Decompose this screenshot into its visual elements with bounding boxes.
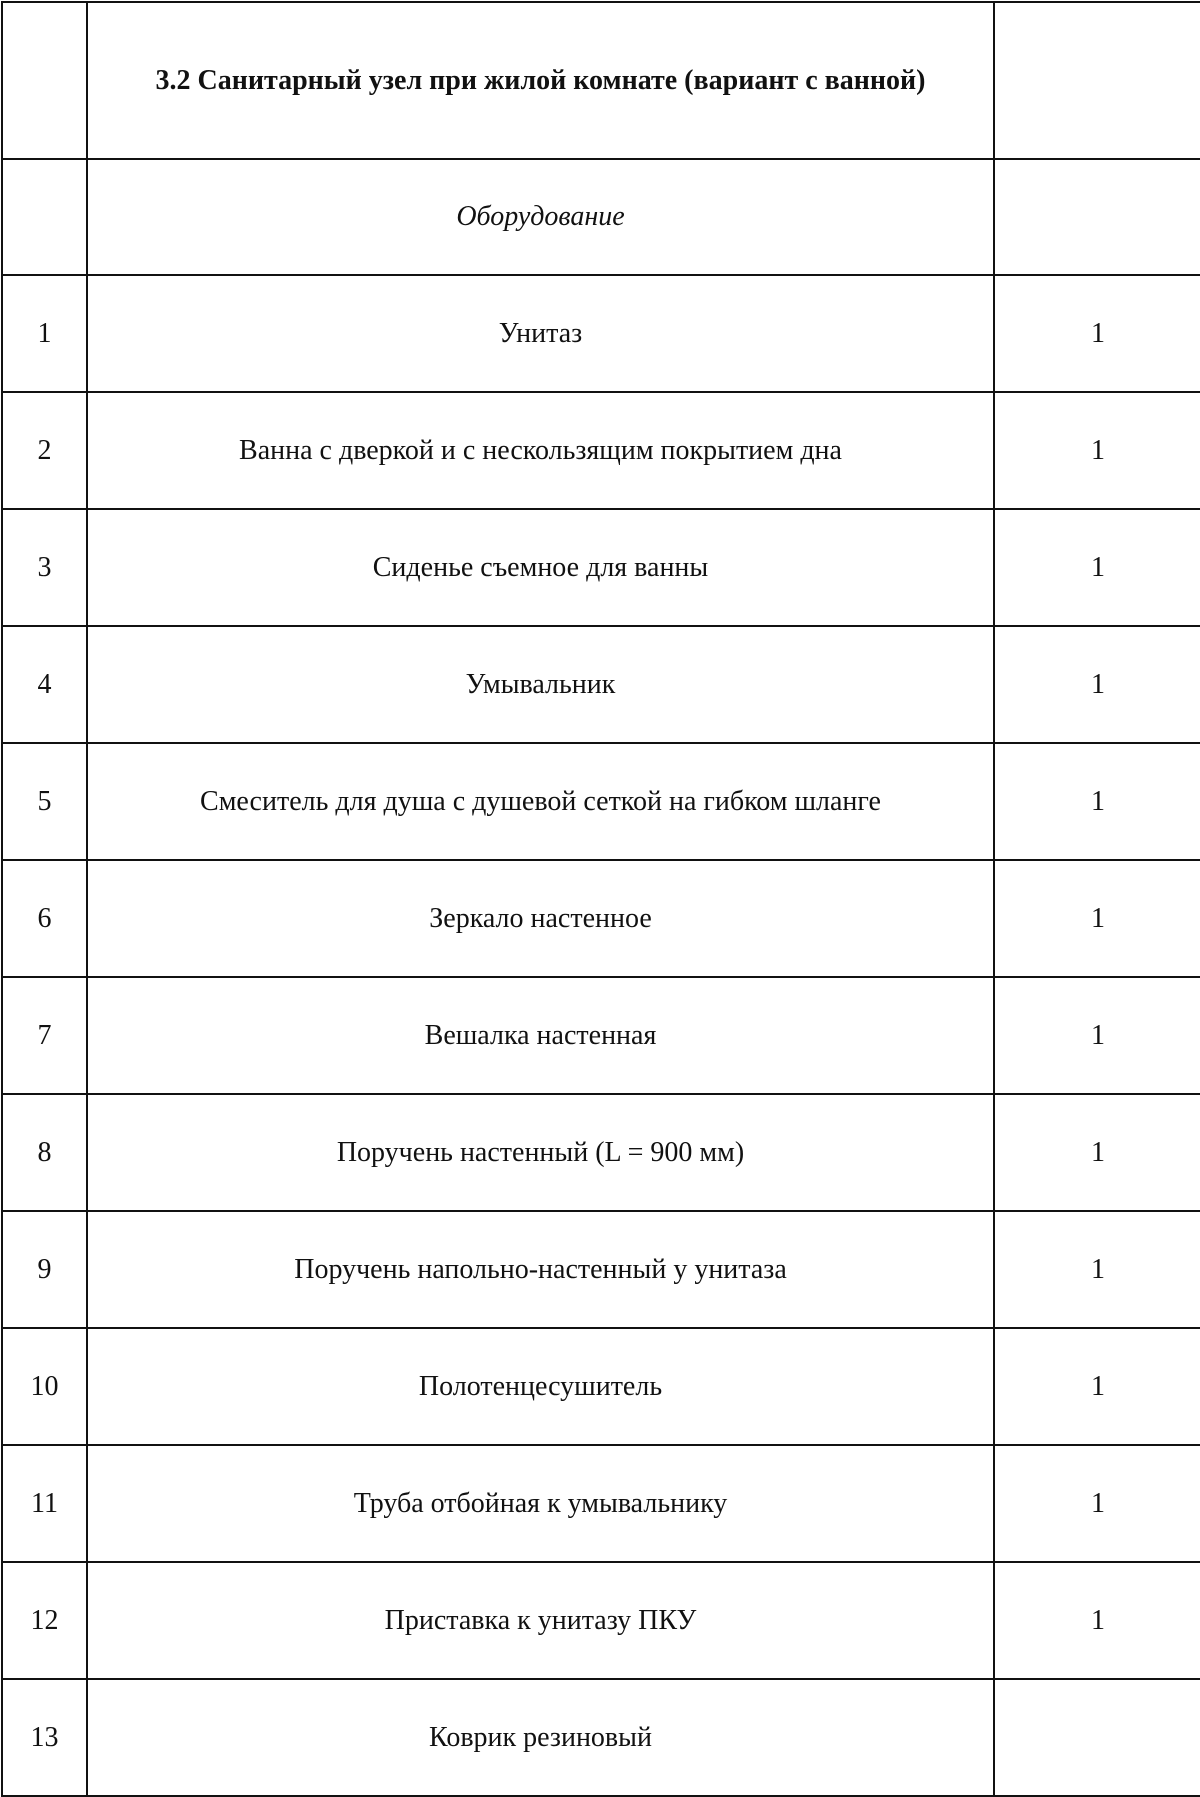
table-row	[2, 977, 1200, 1094]
row-number: 6	[2, 860, 87, 977]
row-number: 1	[2, 275, 87, 392]
equipment-table	[1, 1, 1200, 1797]
item-quantity: 1	[994, 977, 1200, 1094]
item-quantity: 1	[994, 392, 1200, 509]
title-num-cell	[2, 2, 87, 159]
table-row	[2, 1679, 1200, 1796]
row-number: 7	[2, 977, 87, 1094]
item-quantity: 1	[994, 1211, 1200, 1328]
item-name: Ванна с дверкой и с нескользящим покрытием дна	[87, 392, 994, 509]
table-row	[2, 1562, 1200, 1679]
table-row	[2, 509, 1200, 626]
table-row	[2, 626, 1200, 743]
section-heading: Оборудование	[87, 159, 994, 275]
table-row	[2, 1211, 1200, 1328]
table-row	[2, 275, 1200, 392]
row-number: 8	[2, 1094, 87, 1211]
item-name: Сиденье съемное для ванны	[87, 509, 994, 626]
item-quantity: 1	[994, 743, 1200, 860]
item-quantity: 1	[994, 1445, 1200, 1562]
item-quantity: 1	[994, 1328, 1200, 1445]
item-name: Полотенцесушитель	[87, 1328, 994, 1445]
section-qty-cell	[994, 159, 1200, 275]
table-row	[2, 392, 1200, 509]
row-number: 5	[2, 743, 87, 860]
table-row	[2, 1328, 1200, 1445]
item-quantity: 1	[994, 1562, 1200, 1679]
item-name: Умывальник	[87, 626, 994, 743]
item-name: Поручень настенный (L = 900 мм)	[87, 1094, 994, 1211]
table-row	[2, 1094, 1200, 1211]
table-row	[2, 1445, 1200, 1562]
item-name: Коврик резиновый	[87, 1679, 994, 1796]
row-number: 12	[2, 1562, 87, 1679]
row-number: 10	[2, 1328, 87, 1445]
item-quantity: 1	[994, 1094, 1200, 1211]
table-row	[2, 743, 1200, 860]
row-number: 4	[2, 626, 87, 743]
row-number: 9	[2, 1211, 87, 1328]
item-name: Труба отбойная к умывальнику	[87, 1445, 994, 1562]
item-quantity: 1	[994, 275, 1200, 392]
item-name: Смеситель для душа с душевой сеткой на гибком шланге	[87, 743, 994, 860]
item-name: Зеркало настенное	[87, 860, 994, 977]
section-num-cell	[2, 159, 87, 275]
item-name: Унитаз	[87, 275, 994, 392]
table-title: 3.2 Санитарный узел при жилой комнате (вариант с ванной)	[87, 2, 994, 159]
item-name: Вешалка настенная	[87, 977, 994, 1094]
item-name: Приставка к унитазу ПКУ	[87, 1562, 994, 1679]
item-quantity: 1	[994, 509, 1200, 626]
item-quantity	[994, 1679, 1200, 1796]
row-number: 3	[2, 509, 87, 626]
row-number: 2	[2, 392, 87, 509]
title-row	[2, 2, 1200, 159]
item-quantity: 1	[994, 626, 1200, 743]
item-quantity: 1	[994, 860, 1200, 977]
title-qty-cell	[994, 2, 1200, 159]
item-name: Поручень напольно-настенный у унитаза	[87, 1211, 994, 1328]
row-number: 11	[2, 1445, 87, 1562]
section-row	[2, 159, 1200, 275]
equipment-table-body	[2, 2, 1200, 1796]
row-number: 13	[2, 1679, 87, 1796]
table-row	[2, 860, 1200, 977]
